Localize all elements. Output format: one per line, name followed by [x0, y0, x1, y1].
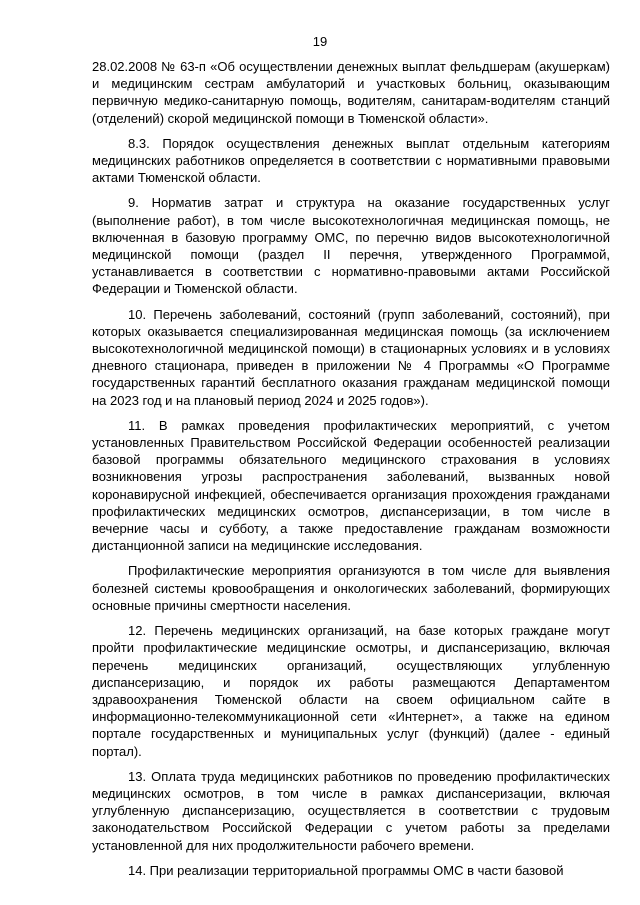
page-number: 19 [312, 34, 328, 49]
paragraph-13: 13. Оплата труда медицинских работников по проведению профилактических медицинских осмотров, в том числе в рамках диспансеризации, включая углубленную диспансеризацию, осуществляется в соответствии с трудовым законодательством Российской Федерации с учетом работы за пределами установленной для них продолжительности рабочего времени. [92, 768, 610, 853]
paragraph-12: 12. Перечень медицинских организаций, на базе которых граждане могут пройти профилактические медицинские осмотры, и диспансеризацию, включая перечень медицинских организаций, осуществляющих углубленную диспансеризацию, и порядок их работы размещаются Департаментом здравоохранения Тюменской области на своем официальном сайте в информационно-телекоммуникационной сети «Интернет», а также на едином портале государственных и муниципальных услуг (функций) (далее - единый портал). [92, 623, 610, 759]
paragraph-11-preventive: Профилактические мероприятия организуются в том числе для выявления болезней системы кровообращения и онкологических заболеваний, формирующих основные причины смертности населения. [92, 563, 610, 613]
paragraph-11: 11. В рамках проведения профилактических мероприятий, с учетом установленных Правительством Российской Федерации особенностей реализации базовой программы обязательного медицинского страхования в условиях возникновения угрозы распространения заболеваний, вызванных новой коронавирусной инфекцией, обеспечивается организация прохождения гражданами профилактических медицинских осмотров, диспансеризации, в том числе в вечерние часы и субботу, а также предоставление гражданам возможности дистанционной записи на медицинские исследования. [92, 417, 610, 554]
paragraph-14: 14. При реализации территориальной программы ОМС в части базовой [128, 862, 564, 878]
paragraph-continuation: 28.02.2008 № 63-п «Об осуществлении денежных выплат фельдшерам (акушеркам) и медицинским сестрам амбулаторий и участковых больниц, оказывающим первичную медико-санитарную помощь, водителям, санитарам-водителям станций (отделений) скорой медицинской помощи в Тюменской области». [92, 59, 610, 126]
paragraph-10: 10. Перечень заболеваний, состояний (групп заболеваний, состояний), при которых оказывается специализированная медицинская помощь (за исключением высокотехнологичной медицинской помощи) в стационарных условиях и в условиях дневного стационара, приведен в приложении № 4 Программы «О Программе государственных гарантий бесплатного оказания гражданам медицинской помощи на 2023 год и на плановый период 2024 и 2025 годов»). [92, 306, 610, 408]
paragraph-9: 9. Норматив затрат и структура на оказание государственных услуг (выполнение работ), в том числе высокотехнологичная медицинская помощь, не включенная в базовую программу ОМС, по перечню видов высокотехнологичной медицинской помощи (раздел II перечня, утвержденного Программой, устанавливается в соответствии с нормативно-правовыми актами Российской Федерации и Тюменской области. [92, 195, 610, 297]
paragraph-8-3: 8.3. Порядок осуществления денежных выплат отдельным категориям медицинских работников определяется в соответствии с нормативными правовыми актами Тюменской области. [92, 135, 610, 186]
document-body [92, 58, 610, 879]
